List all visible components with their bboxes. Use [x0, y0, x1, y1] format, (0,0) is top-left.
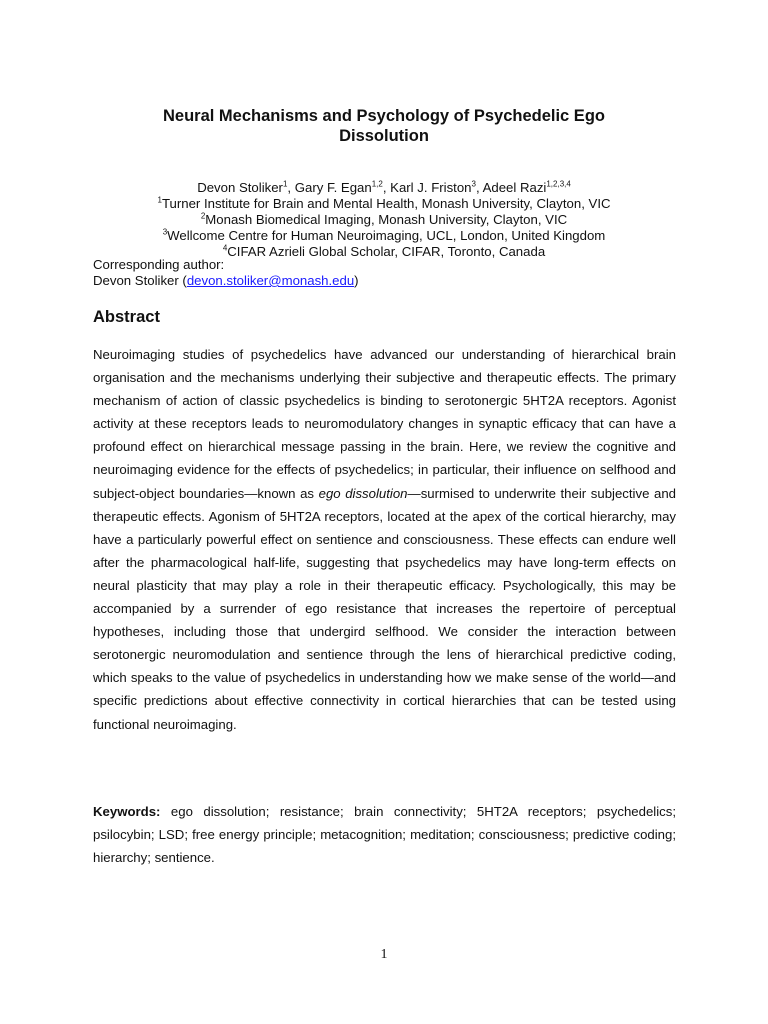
- author: Karl J. Friston$^3$,: [390, 179, 483, 195]
- corresponding-line: Devon Stoliker (devon.stoliker@monash.edu): [93, 273, 359, 288]
- paper-title: Neural Mechanisms and Psychology of Psychedelic Ego Dissolution: [163, 107, 605, 145]
- affiliation: $^3$Wellcome Centre for Human Neuroimaging, UCL, London, United Kingdom: [162, 227, 606, 243]
- affiliation: $^2$Monash Biomedical Imaging, Monash University, Clayton, VIC: [200, 211, 568, 227]
- affiliation: $^1$Turner Institute for Brain and Mental Health, Monash University, Clayton, VIC: [157, 195, 611, 211]
- authors-affiliations: [0, 180, 768, 260]
- author: Gary F. Egan$^{1,2}$,: [294, 179, 391, 195]
- keywords-list: ego dissolution; resistance; brain connectivity; 5HT2A receptors; psychedelics; psilocybin; LSD; free energy principle; metacognition; meditation; consciousness; predictive coding; hierarchy; sentience.: [93, 804, 676, 865]
- page-number: 1: [380, 947, 388, 962]
- corresponding-label: Corresponding author:: [93, 257, 225, 272]
- ego-dissolution-term: ego dissolution: [318, 485, 408, 501]
- corresponding-author: [93, 257, 359, 289]
- author: Devon Stoliker$^1$,: [197, 179, 295, 195]
- abstract-heading: Abstract: [93, 308, 160, 326]
- author-list: [0, 180, 768, 196]
- email-link[interactable]: devon.stoliker@monash.edu: [186, 273, 355, 288]
- author: Adeel Razi$^{1,2,3,4}$: [482, 179, 571, 195]
- keywords: [93, 800, 676, 869]
- affiliation: $^4$CIFAR Azrieli Global Scholar, CIFAR, Toronto, Canada: [222, 243, 546, 259]
- keywords-label: Keywords:: [93, 804, 161, 819]
- abstract-text: Neuroimaging studies of psychedelics have advanced our understanding of hierarchical brain organisation and the mechanisms underlying their subjective and therapeutic effects. The primary mechanism of action of classic psychedelics is binding to serotonergic 5HT2A receptors. Agonist activity at these receptors leads to neuromodulatory changes in synaptic efficacy that can have a profound effect on hierarchical message passing in the brain. Here, we review the cognitive and neuroimaging evidence for the effects of psychedelics; in particular, their influence on selfhood and subject-object boundaries—known as ego dissolution—surmised to underwrite their subjective and therapeutic effects. Agonism of 5HT2A receptors, located at the apex of the cortical hierarchy, may have a particularly powerful effect on sentience and consciousness. These effects can endure well after the pharmacological half-life, suggesting that psychedelics may have long-term effects on neural plasticity that may play a role in their therapeutic efficacy. Psychologically, this may be accompanied by a surrender of ego resistance that increases the repertoire of perceptual hypotheses, including those that undergird selfhood. We consider the interaction between serotonergic neuromodulation and sentience through the lens of hierarchical predictive coding, which speaks to the value of psychedelics in understanding how we make sense of the world—and specific predictions about effective connectivity in cortical hierarchies that can be tested using functional neuroimaging.: [93, 347, 676, 732]
